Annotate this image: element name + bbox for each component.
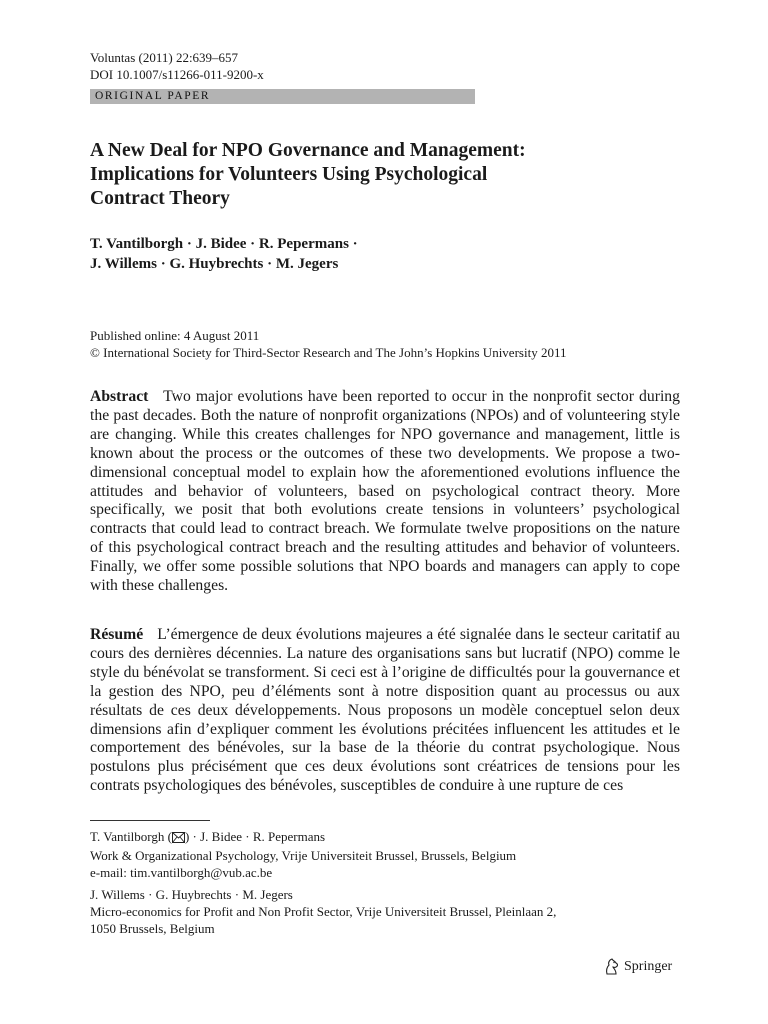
title-line: A New Deal for NPO Governance and Management: [90,140,526,161]
affiliation-names [90,828,690,847]
resume-text: L’émergence de deux évolutions majeures a été signalée dans le secteur caritatif au cours des dernières décennies. La nature des organisations sans but lucratif (NPO) comme le style du bénévolat se transforment. Si ceci est à l’origine de difficultés pour la gouvernance et la gestion des NPO, peu d’éléments sont à notre disposition quant au processus ou aux résultats de ces deux développements. Nous proposons un modèle conceptuel selon deux dimensions afin d’expliquer comment les évolutions précitées influencent les attitudes et le comportement des bénévoles, sur la base de la théorie du contrat psychologique. Nous postulons plus précisément que ces deux évolutions sont créatrices de tensions pour les contrats psychologiques des bénévoles, susceptibles de conduire à une rupture de ces [90,626,680,795]
affiliation-names-part: ) · J. Bidee · R. Pepermans [184,829,326,844]
title-line: Implications for Volunteers Using Psychological [90,164,488,185]
publication-info [90,327,710,361]
affiliation-city: 1050 Brussels, Belgium [90,921,215,936]
published-date: Published online: 4 August 2011 [90,328,260,343]
journal-doi: DOI 10.1007/s11266-011-9200-x [90,67,264,82]
author-list [90,234,690,274]
envelope-icon [172,830,185,847]
affiliation-names-part: T. Vantilborgh ( [90,829,172,844]
copyright-notice: © International Society for Third-Sector Research and The John’s Hopkins University 2011 [90,345,567,360]
publisher-name: Springer [624,959,673,974]
article-title [90,139,690,211]
title-line: Contract Theory [90,188,230,209]
section-band [90,89,475,104]
affiliation-group-2 [90,886,690,937]
springer-horse-icon [604,958,620,976]
affiliation-org: Micro-economics for Profit and Non Profit Sector, Vrije Universiteit Brussel, Pleinlaan 2, [90,904,557,919]
footnote-divider [90,820,210,821]
abstract-label: Abstract [90,388,149,405]
section-label: ORIGINAL PAPER [95,90,211,102]
affiliation-email[interactable]: e-mail: tim.vantilborgh@vub.ac.be [90,865,273,880]
publisher-logo [604,958,672,976]
resume-label: Résumé [90,626,144,643]
affiliation-org: Work & Organizational Psychology, Vrije Universiteit Brussel, Brussels, Belgium [90,848,517,863]
author-line: T. Vantilborgh · J. Bidee · R. Pepermans · [90,236,358,252]
resume [90,626,680,796]
journal-citation: Voluntas (2011) 22:639–657 [90,50,239,65]
abstract-text: Two major evolutions have been reported to occur in the nonprofit sector during the past decades. Both the nature of nonprofit organizations (NPOs) and of volunteering style are changing. While this creates challenges for NPO governance and management, little is known about the process or the outcomes of these two developments. We propose a two-dimensional conceptual model to explain how the aforementioned evolutions influence the attitudes and behavior of volunteers, based on psychological contract theory. More specifically, we posit that both evolutions create tensions in volunteers’ psychological contracts that could lead to contract breach. We formulate twelve propositions on the nature of this psychological contract breach and the resulting attitudes and behavior of volunteers. Finally, we offer some possible solutions that NPO boards and managers can apply to cope with these challenges. [90,388,680,595]
abstract [90,388,680,596]
author-line: J. Willems · G. Huybrechts · M. Jegers [90,256,339,272]
affiliation-group-1 [90,828,690,881]
journal-header [90,49,264,83]
affiliation-names: J. Willems · G. Huybrechts · M. Jegers [90,887,293,902]
